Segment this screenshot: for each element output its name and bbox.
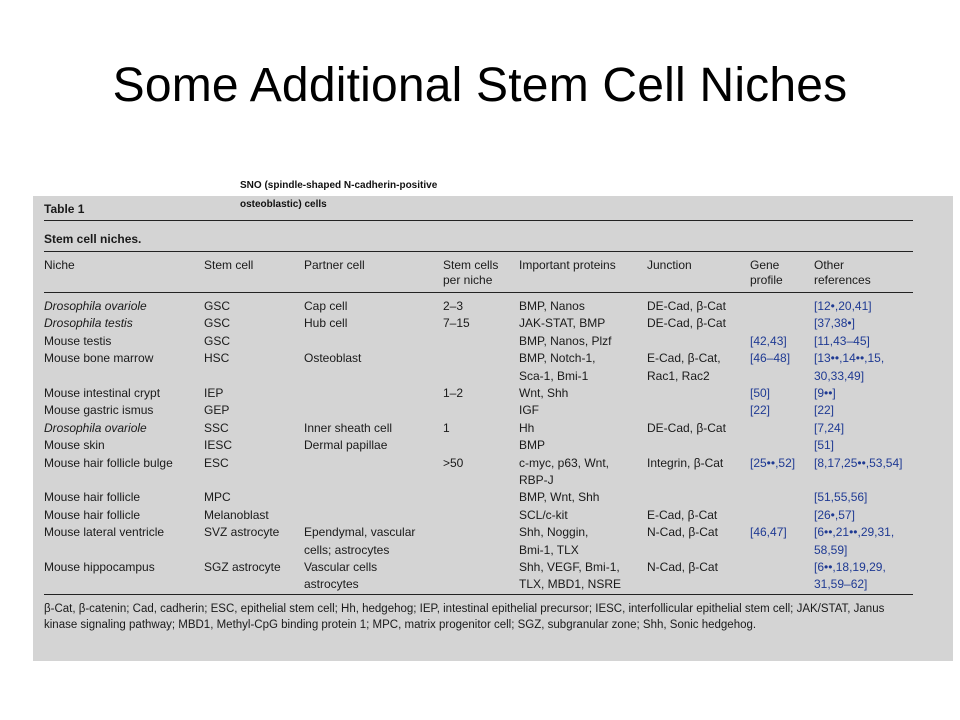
table-cell-refs: [26•,57] [814, 507, 855, 522]
table-cell-gene: [22] [750, 403, 771, 418]
table-rule-bottom [44, 594, 913, 595]
table-cell-junction: Integrin, β-Cat [647, 455, 724, 470]
table-cell-stem: SVZ astrocyte [204, 525, 280, 540]
table-cell-stem: IEP [204, 386, 224, 400]
table-cell-refs: 31,59–62] [814, 577, 868, 592]
table-cell-niche: Mouse skin [44, 438, 105, 453]
table-cell-junction: DE-Cad, β-Cat [647, 316, 726, 331]
table-cell-stem: ESC [204, 455, 229, 470]
table-cell-refs: [51] [814, 438, 835, 453]
table-cell-junction: N-Cad, β-Cat [647, 560, 718, 574]
table-rule-header-bottom [44, 292, 913, 293]
table-cell-proteins: Wnt, Shh [519, 386, 569, 400]
table-cell-count: >50 [443, 455, 464, 470]
table-cell-partner: cells; astrocytes [304, 542, 390, 557]
table-cell-proteins: Hh [519, 420, 535, 435]
table-cell-niche: Mouse hippocampus [44, 560, 155, 574]
sno-annotation-line-2: osteoblastic) cells [240, 199, 327, 210]
table-cell-gene: [50] [750, 386, 771, 400]
table-cell-proteins: BMP, Wnt, Shh [519, 490, 600, 505]
table-cell-proteins: Shh, VEGF, Bmi-1, [519, 560, 620, 574]
table-cell-proteins: BMP, Notch-1, [519, 351, 596, 366]
table-cell-proteins: BMP [519, 438, 546, 453]
table-cell-niche: Mouse intestinal crypt [44, 386, 161, 400]
table-cell-count: 7–15 [443, 316, 470, 331]
table-cell-gene: [46,47] [750, 525, 787, 540]
table-cell-partner: Hub cell [304, 316, 348, 331]
table-cell-junction: Rac1, Rac2 [647, 368, 710, 383]
sno-annotation-line-1: SNO (spindle-shaped N-cadherin-positive [240, 180, 438, 191]
table-cell-niche: Drosophila ovariole [44, 420, 147, 435]
table-cell-proteins: c-myc, p63, Wnt, [519, 455, 610, 470]
table-cell-refs: [22] [814, 403, 835, 418]
table-cell-niche: Mouse hair follicle [44, 507, 141, 522]
table-cell-refs: [11,43–45] [814, 333, 870, 348]
table-cell-count: 2–3 [443, 299, 464, 313]
table-cell-stem: GSC [204, 316, 231, 331]
table-cell-stem: GEP [204, 403, 230, 418]
table-cell-refs: [9••] [814, 386, 836, 400]
table-cell-refs: [37,38•] [814, 316, 855, 331]
table-cell-proteins: JAK-STAT, BMP [519, 316, 606, 331]
sno-annotation [240, 176, 437, 214]
column-header-gene: Gene profile [750, 258, 783, 287]
table-cell-stem: GSC [204, 333, 231, 348]
table-cell-partner: astrocytes [304, 577, 359, 592]
table-cell-niche: Drosophila ovariole [44, 299, 147, 313]
table-cell-niche: Drosophila testis [44, 316, 133, 331]
slide-title: Some Additional Stem Cell Niches [112, 59, 848, 112]
table-cell-partner: Cap cell [304, 299, 348, 313]
table-cell-refs: [13••,14••,15, [814, 351, 885, 366]
table-cell-count: 1 [443, 420, 450, 435]
table-cell-proteins: TLX, MBD1, NSRE [519, 577, 622, 592]
table-cell-stem: MPC [204, 490, 231, 505]
table-cell-partner: Dermal papillae [304, 438, 388, 453]
table-cell-proteins: IGF [519, 403, 539, 418]
table-cell-refs: [12•,20,41] [814, 299, 872, 313]
table-cell-stem: SGZ astrocyte [204, 560, 281, 574]
table-cell-niche: Mouse bone marrow [44, 351, 154, 366]
table-cell-junction: E-Cad, β-Cat, [647, 351, 721, 366]
table-rule-header-top [44, 251, 913, 252]
column-header-partner: Partner cell [304, 258, 365, 272]
table-cell-proteins: BMP, Nanos, Plzf [519, 333, 612, 348]
table-cell-niche: Mouse hair follicle bulge [44, 455, 173, 470]
table-cell-partner: Osteoblast [304, 351, 362, 366]
column-header-junction: Junction [647, 258, 692, 272]
niche-table [33, 196, 953, 661]
table-cell-stem: GSC [204, 299, 231, 313]
table-cell-refs: 58,59] [814, 542, 848, 557]
table-cell-refs: [51,55,56] [814, 490, 868, 505]
table-cell-junction: DE-Cad, β-Cat [647, 299, 726, 313]
table-cell-partner: Vascular cells [304, 560, 378, 574]
table-cell-stem: HSC [204, 351, 230, 366]
table-cell-partner: Inner sheath cell [304, 420, 393, 435]
table-cell-junction: E-Cad, β-Cat [647, 507, 718, 522]
table-cell-junction: N-Cad, β-Cat [647, 525, 718, 540]
table-cell-partner: Ependymal, vascular [304, 525, 416, 540]
table-cell-refs: 30,33,49] [814, 368, 865, 383]
table-cell-stem: SSC [204, 420, 229, 435]
table-cell-proteins: Bmi-1, TLX [519, 542, 579, 557]
table-cell-gene: [42,43] [750, 333, 787, 348]
table-cell-junction: DE-Cad, β-Cat [647, 420, 726, 435]
table-cell-niche: Mouse gastric ismus [44, 403, 154, 418]
column-header-proteins: Important proteins [519, 258, 616, 272]
table-cell-proteins: RBP-J [519, 473, 554, 487]
table-cell-stem: Melanoblast [204, 507, 269, 522]
table-cell-refs: [6••,21••,29,31, [814, 525, 895, 540]
table-cell-gene: [46–48] [750, 351, 791, 366]
table-footnote: β-Cat, β-catenin; Cad, cadherin; ESC, epithelial stem cell; Hh, hedgehog; IEP, intestinal epithelial precursor; IESC, interfollicular epithelial stem cell; JAK/STAT, Janus kinase signaling pathway; MBD1, Methyl-CpG binding protein 1; MPC, matrix progenitor cell; SGZ, subgranular zone; Shh, Sonic hedgehog. [44, 603, 885, 631]
table-title: Stem cell niches. [44, 232, 142, 246]
table-cell-proteins: BMP, Nanos [519, 299, 585, 313]
table-cell-proteins: Sca-1, Bmi-1 [519, 368, 589, 383]
column-header-niche: Niche [44, 258, 75, 272]
table-rule-top [44, 220, 913, 221]
table-cell-stem: IESC [204, 438, 233, 453]
table-cell-gene: [25••,52] [750, 455, 796, 470]
table-cell-proteins: SCL/c-kit [519, 507, 568, 522]
column-header-count: Stem cells per niche [443, 258, 499, 287]
table-label: Table 1 [44, 202, 85, 216]
table-cell-refs: [8,17,25••,53,54] [814, 455, 903, 470]
table-cell-refs: [6••,18,19,29, [814, 560, 886, 574]
column-header-refs: Other references [814, 258, 871, 287]
table-cell-refs: [7,24] [814, 420, 845, 435]
table-cell-niche: Mouse lateral ventricle [44, 525, 165, 540]
table-cell-niche: Mouse testis [44, 333, 112, 348]
table-cell-count: 1–2 [443, 386, 464, 400]
table-cell-niche: Mouse hair follicle [44, 490, 141, 505]
column-header-stem: Stem cell [204, 258, 254, 272]
table-cell-proteins: Shh, Noggin, [519, 525, 589, 540]
